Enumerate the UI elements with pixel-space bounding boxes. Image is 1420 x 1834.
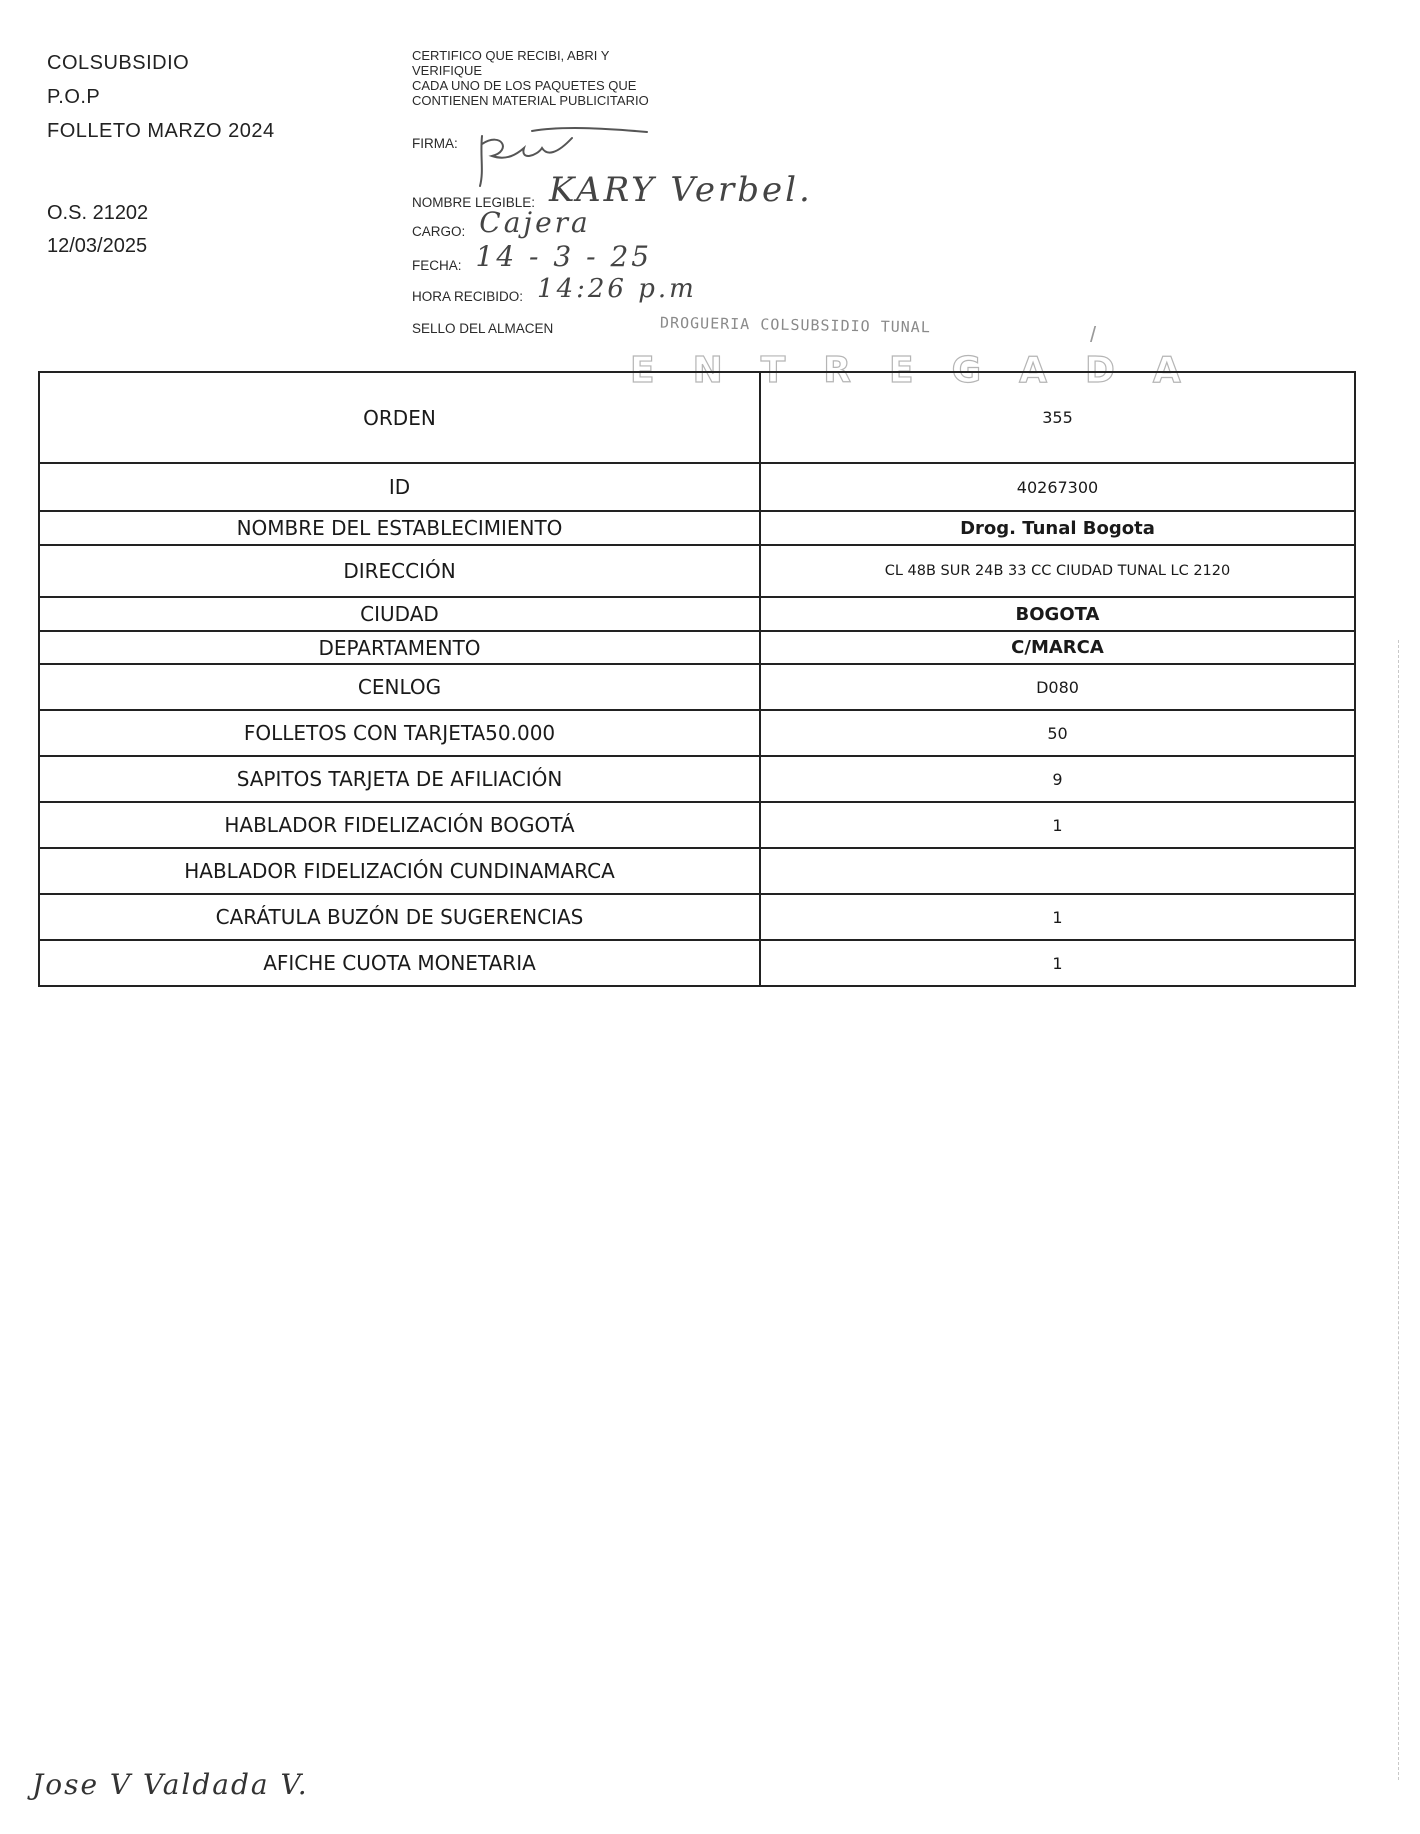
table-row (39, 848, 1355, 894)
stamp-delivered: ENTREGADA (630, 350, 1219, 391)
pop-label: P.O.P (47, 86, 101, 108)
sello-field (412, 321, 553, 336)
row-value-sapitos: 9 (760, 756, 1355, 802)
hora-field (412, 274, 697, 304)
fecha-field (412, 240, 652, 273)
cargo-value: Cajera (479, 206, 591, 239)
row-label-poster: AFICHE CUOTA MONETARIA (39, 940, 760, 986)
sello-label: SELLO DEL ALMACEN (412, 321, 554, 336)
table-row (39, 664, 1355, 710)
table-row (39, 597, 1355, 631)
row-value-orden: 355 (760, 372, 1355, 463)
nombre-field (412, 170, 813, 210)
certification-line-3: CADA UNO DE LOS PAQUETES QUE (412, 78, 637, 93)
hora-label: HORA RECIBIDO: (412, 289, 524, 304)
nombre-label: NOMBRE LEGIBLE: (412, 195, 536, 210)
scan-edge-line (1398, 640, 1399, 1780)
brochure-title: FOLLETO MARZO 2024 (47, 120, 275, 142)
row-label-hablador-cundinamarca: HABLADOR FIDELIZACIÓN CUNDINAMARCA (39, 848, 760, 894)
table-row (39, 463, 1355, 511)
row-label-orden: ORDEN (39, 372, 760, 463)
footer-signature: Jose V Valdada V. (32, 1768, 309, 1801)
fecha-label: FECHA: (412, 258, 462, 273)
certification-line-2: VERIFIQUE (412, 63, 483, 78)
cargo-label: CARGO: (412, 224, 466, 239)
company-name: COLSUBSIDIO (47, 52, 190, 74)
certification-line-1: CERTIFICO QUE RECIBI, ABRI Y (412, 48, 610, 63)
table-row (39, 894, 1355, 940)
service-order-number: O.S. 21202 (47, 202, 149, 224)
row-value-address: CL 48B SUR 24B 33 CC CIUDAD TUNAL LC 2120 (760, 545, 1355, 597)
firma-field (412, 136, 458, 151)
row-label-city: CIUDAD (39, 597, 760, 631)
row-value-brochures: 50 (760, 710, 1355, 756)
table-row (39, 511, 1355, 545)
service-order (47, 197, 148, 263)
hora-value: 14:26 p.m (537, 274, 697, 304)
table-row (39, 710, 1355, 756)
row-value-department: C/MARCA (760, 631, 1355, 664)
service-order-date: 12/03/2025 (47, 235, 148, 257)
row-label-establishment: NOMBRE DEL ESTABLECIMIENTO (39, 511, 760, 545)
row-value-suggestion-box: 1 (760, 894, 1355, 940)
row-label-suggestion-box: CARÁTULA BUZÓN DE SUGERENCIAS (39, 894, 760, 940)
row-value-establishment: Drog. Tunal Bogota (760, 511, 1355, 545)
row-label-id: ID (39, 463, 760, 511)
row-value-hablador-bogota: 1 (760, 802, 1355, 848)
row-label-sapitos: SAPITOS TARJETA DE AFILIACIÓN (39, 756, 760, 802)
certification-line-4: CONTIENEN MATERIAL PUBLICITARIO (412, 93, 649, 108)
row-value-city: BOGOTA (760, 597, 1355, 631)
order-table (38, 371, 1356, 987)
table-row (39, 631, 1355, 664)
row-label-cenlog: CENLOG (39, 664, 760, 710)
row-value-cenlog: D080 (760, 664, 1355, 710)
table-row (39, 372, 1355, 463)
row-label-brochures: FOLLETOS CON TARJETA50.000 (39, 710, 760, 756)
nombre-value: KARY Verbel. (549, 170, 813, 210)
stamp-mark: / (1090, 322, 1097, 347)
firma-label: FIRMA: (412, 136, 458, 151)
row-value-id: 40267300 (760, 463, 1355, 511)
row-value-hablador-cundinamarca (760, 848, 1355, 894)
company-header (47, 46, 275, 148)
certification-text (412, 48, 649, 108)
fecha-value: 14 - 3 - 25 (475, 240, 653, 273)
table-row (39, 940, 1355, 986)
table-row (39, 802, 1355, 848)
row-label-department: DEPARTAMENTO (39, 631, 760, 664)
row-label-hablador-bogota: HABLADOR FIDELIZACIÓN BOGOTÁ (39, 802, 760, 848)
row-label-address: DIRECCIÓN (39, 545, 760, 597)
stamp-store-name: DROGUERIA COLSUBSIDIO TUNAL (659, 313, 931, 337)
table-row (39, 756, 1355, 802)
table-row (39, 545, 1355, 597)
row-value-poster: 1 (760, 940, 1355, 986)
cargo-field (412, 206, 591, 239)
